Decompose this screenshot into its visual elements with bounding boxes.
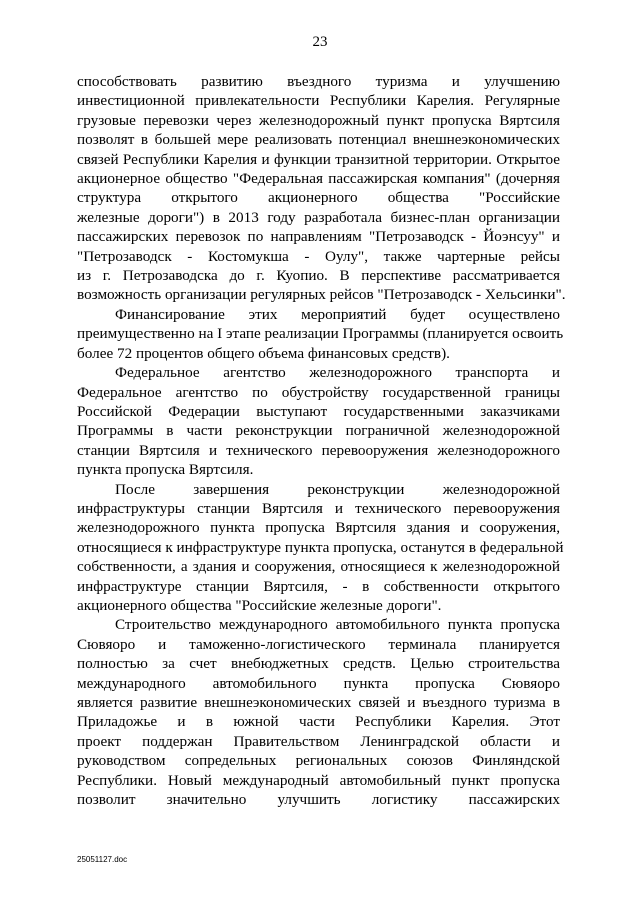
document-body — [77, 72, 566, 809]
text-line: пункта пропуска Вяртсиля. — [77, 461, 254, 479]
text-line: грузовые перевозки через железнодорожный пункт пропуска Вяртсиля — [77, 111, 560, 129]
text-line: связей Республики Карелия и функции транзитной территории. Открытое — [77, 150, 560, 168]
text-line: является развитие внешнеэкономических связей и въездного туризма в — [77, 694, 560, 711]
text-line: международного автомобильного пункта пропуска Сювяоро — [77, 674, 560, 692]
text-line: структура открытого акционерного общества "Российские — [77, 189, 560, 207]
paragraph — [77, 72, 566, 305]
paragraph — [77, 305, 564, 363]
text-line: Российской Федерации выступают государственными заказчиками — [77, 402, 560, 420]
text-line: относящиеся к инфраструктуре пункта пропуска, останутся в федеральной — [77, 538, 564, 556]
text-line: станции Вяртсиля и технического перевооружения железнодорожного — [77, 441, 560, 459]
paragraph — [77, 363, 560, 479]
text-line: Финансирование этих мероприятий будет осуществлено — [115, 305, 560, 323]
text-line: Строительство международного автомобильного пункта пропуска — [115, 616, 560, 634]
text-line: инвестиционной привлекательности Республики Карелия. Регулярные — [77, 92, 560, 110]
text-line: "Петрозаводск - Костомукша - Оулу", также чартерные рейсы — [77, 247, 560, 265]
text-line: инфраструктуры станции Вяртсиля и технического перевооружения — [77, 499, 560, 517]
text-line: Сювяоро и таможенно-логистического терминала планируется — [77, 635, 560, 653]
text-line: акционерного общества "Российские железные дороги". — [77, 596, 442, 614]
text-line: Программы в части реконструкции пограничной железнодорожной — [77, 422, 560, 440]
paragraph — [77, 615, 560, 809]
text-line: из г. Петрозаводска до г. Куопио. В перспективе рассматривается — [77, 267, 560, 285]
text-line: Республики. Новый международный автомобильный пункт пропуска — [77, 771, 560, 789]
text-line: железные дороги") в 2013 году разработала бизнес-план организации — [77, 208, 560, 226]
paragraph — [77, 480, 564, 616]
text-line: позволит значительно улучшить логистику пассажирских — [77, 791, 560, 809]
text-line: железнодорожного пункта пропуска Вяртсиля здания и сооружения, — [77, 519, 560, 537]
text-line: полностью за счет внебюджетных средств. Целью строительства — [77, 655, 560, 673]
text-line: акционерное общество "Федеральная пассажирская компания" (дочерняя — [77, 170, 560, 188]
text-line: собственности, а здания и сооружения, относящиеся к железнодорожной — [77, 558, 560, 576]
text-line: Федеральное агентство по обустройству государственной границы — [77, 383, 560, 401]
text-line: позволят в большей мере реализовать потенциал внешнеэкономических — [77, 131, 560, 149]
text-line: пассажирских перевозок по направлениям "Петрозаводск - Йоэнсуу" и — [77, 228, 560, 246]
page-number: 23 — [312, 34, 328, 50]
text-line: более 72 процентов общего объема финансовых средств). — [77, 344, 450, 362]
text-line: возможность организации регулярных рейсов "Петрозаводск - Хельсинки". — [77, 286, 566, 304]
text-line: преимущественно на I этапе реализации Программы (планируется освоить — [77, 325, 564, 343]
text-line: инфраструктуре станции Вяртсиля, - в собственности открытого — [77, 577, 560, 595]
text-line: проект поддержан Правительством Ленинградской области и — [77, 732, 560, 750]
text-line: руководством сопредельных региональных союзов Финляндской — [77, 752, 560, 770]
text-line: После завершения реконструкции железнодорожной — [115, 480, 560, 498]
text-line: Федеральное агентство железнодорожного транспорта и — [115, 364, 560, 382]
text-line: способствовать развитию въездного туризма и улучшению — [77, 73, 560, 90]
text-line: Приладожье и в южной части Республики Карелия. Этот — [77, 713, 560, 731]
file-footer: 25051127.doc — [77, 855, 128, 864]
